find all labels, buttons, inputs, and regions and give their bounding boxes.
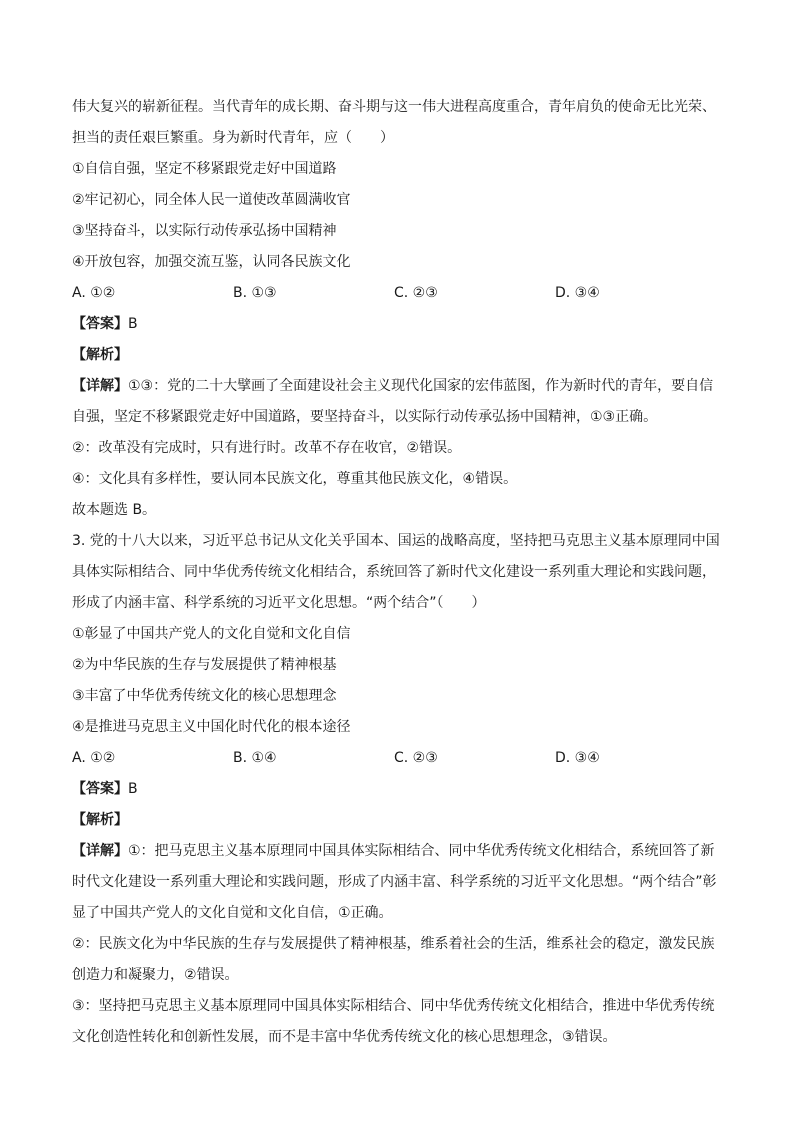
q2-options	[72, 278, 724, 309]
answer-value: B	[128, 316, 138, 332]
q3-answer	[72, 774, 724, 805]
q3-option-c: C. ②③	[394, 750, 438, 766]
q3-explanation-line: 显了中国共产党人的文化自觉和文化自信，①正确。	[72, 905, 393, 921]
q2-option-a: A. ①②	[72, 285, 116, 301]
q3-item: ①彰显了中国共产党人的文化自觉和文化自信	[72, 626, 351, 642]
q2-item: ②牢记初心，同全体人民一道使改革圆满收官	[72, 192, 351, 208]
q2-explanation-line: ④：文化具有多样性，要认同本民族文化，尊重其他民族文化，④错误。	[72, 471, 518, 487]
q3-explanation-line: 文化创造性转化和创新性发展，而不是丰富中华优秀传统文化的核心思想理念，③错误。	[72, 1029, 617, 1045]
q3-options	[72, 743, 724, 774]
q2-stem-line: 担当的责任艰巨繁重。身为新时代青年，应（ ）	[72, 130, 394, 146]
q2-option-d: D. ③④	[555, 285, 600, 301]
q2-analysis	[72, 340, 724, 371]
q2-explanation-line: ②：改革没有完成时，只有进行时。改革不存在收官，②错误。	[72, 440, 462, 456]
q3-item: ③丰富了中华优秀传统文化的核心思想理念	[72, 688, 337, 704]
explanation-text: ①：把马克思主义基本原理同中国具体实际相结合、同中华优秀传统文化相结合，系统回答了新	[128, 843, 715, 859]
q3-item: ②为中华民族的生存与发展提供了精神根基	[72, 657, 337, 673]
q2-answer	[72, 309, 724, 340]
q3-option-b: B. ①④	[233, 750, 277, 766]
answer-tag: 【答案】	[72, 781, 128, 797]
q2-conclusion: 故本题选 B。	[72, 502, 157, 518]
q3-item: ④是推进马克思主义中国化时代化的根本途径	[72, 719, 351, 735]
q3-stem-line: 3. 党的十八大以来，习近平总书记从文化关乎国本、国运的战略高度，坚持把马克思主义基本原理同中国	[72, 533, 720, 549]
q2-item: ①自信自强，坚定不移紧跟党走好中国道路	[72, 161, 337, 177]
q2-item: ④开放包容，加强交流互鉴，认同各民族文化	[72, 254, 351, 270]
q2-option-b: B. ①③	[233, 285, 277, 301]
q2-explanation-line	[72, 371, 724, 402]
q3-explanation-line: 时代文化建设一系列重大理论和实践问题，形成了内涵丰富、科学系统的习近平文化思想。“两个结合”彰	[72, 874, 717, 890]
q2-stem-line: 伟大复兴的崭新征程。当代青年的成长期、奋斗期与这一伟大进程高度重合，青年肩负的使命无比光荣、	[72, 99, 716, 115]
q3-explanation-line	[72, 836, 724, 867]
q3-option-a: A. ①②	[72, 750, 116, 766]
q3-analysis	[72, 805, 724, 836]
analysis-tag: 【解析】	[72, 347, 128, 363]
q3-explanation-line: ③：坚持把马克思主义基本原理同中国具体实际相结合、同中华优秀传统文化相结合，推进中华优秀传统	[72, 998, 715, 1014]
q2-explanation-line: 自强，坚定不移紧跟党走好中国道路，要坚持奋斗，以实际行动传承弘扬中国精神，①③正确。	[72, 409, 658, 425]
q3-stem-line: 具体实际相结合、同中华优秀传统文化相结合，系统回答了新时代文化建设一系列重大理论和实践问题，	[72, 564, 716, 580]
q2-item: ③坚持奋斗，以实际行动传承弘扬中国精神	[72, 223, 337, 239]
explanation-text: ①③：党的二十大擘画了全面建设社会主义现代化国家的宏伟蓝图，作为新时代的青年，要自信	[128, 378, 714, 394]
answer-tag: 【答案】	[72, 316, 128, 332]
q3-stem-line: 形成了内涵丰富、科学系统的习近平文化思想。“两个结合”（ ）	[72, 595, 486, 611]
q3-option-d: D. ③④	[555, 750, 600, 766]
detail-tag: 【详解】	[72, 843, 128, 859]
detail-tag: 【详解】	[72, 378, 128, 394]
answer-value: B	[128, 781, 138, 797]
q2-option-c: C. ②③	[394, 285, 438, 301]
page-content	[72, 92, 724, 1053]
analysis-tag: 【解析】	[72, 812, 128, 828]
q3-explanation-line: ②：民族文化为中华民族的生存与发展提供了精神根基，维系着社会的生活，维系社会的稳定，激发民族	[72, 936, 715, 952]
q3-explanation-line: 创造力和凝聚力，②错误。	[72, 967, 239, 983]
